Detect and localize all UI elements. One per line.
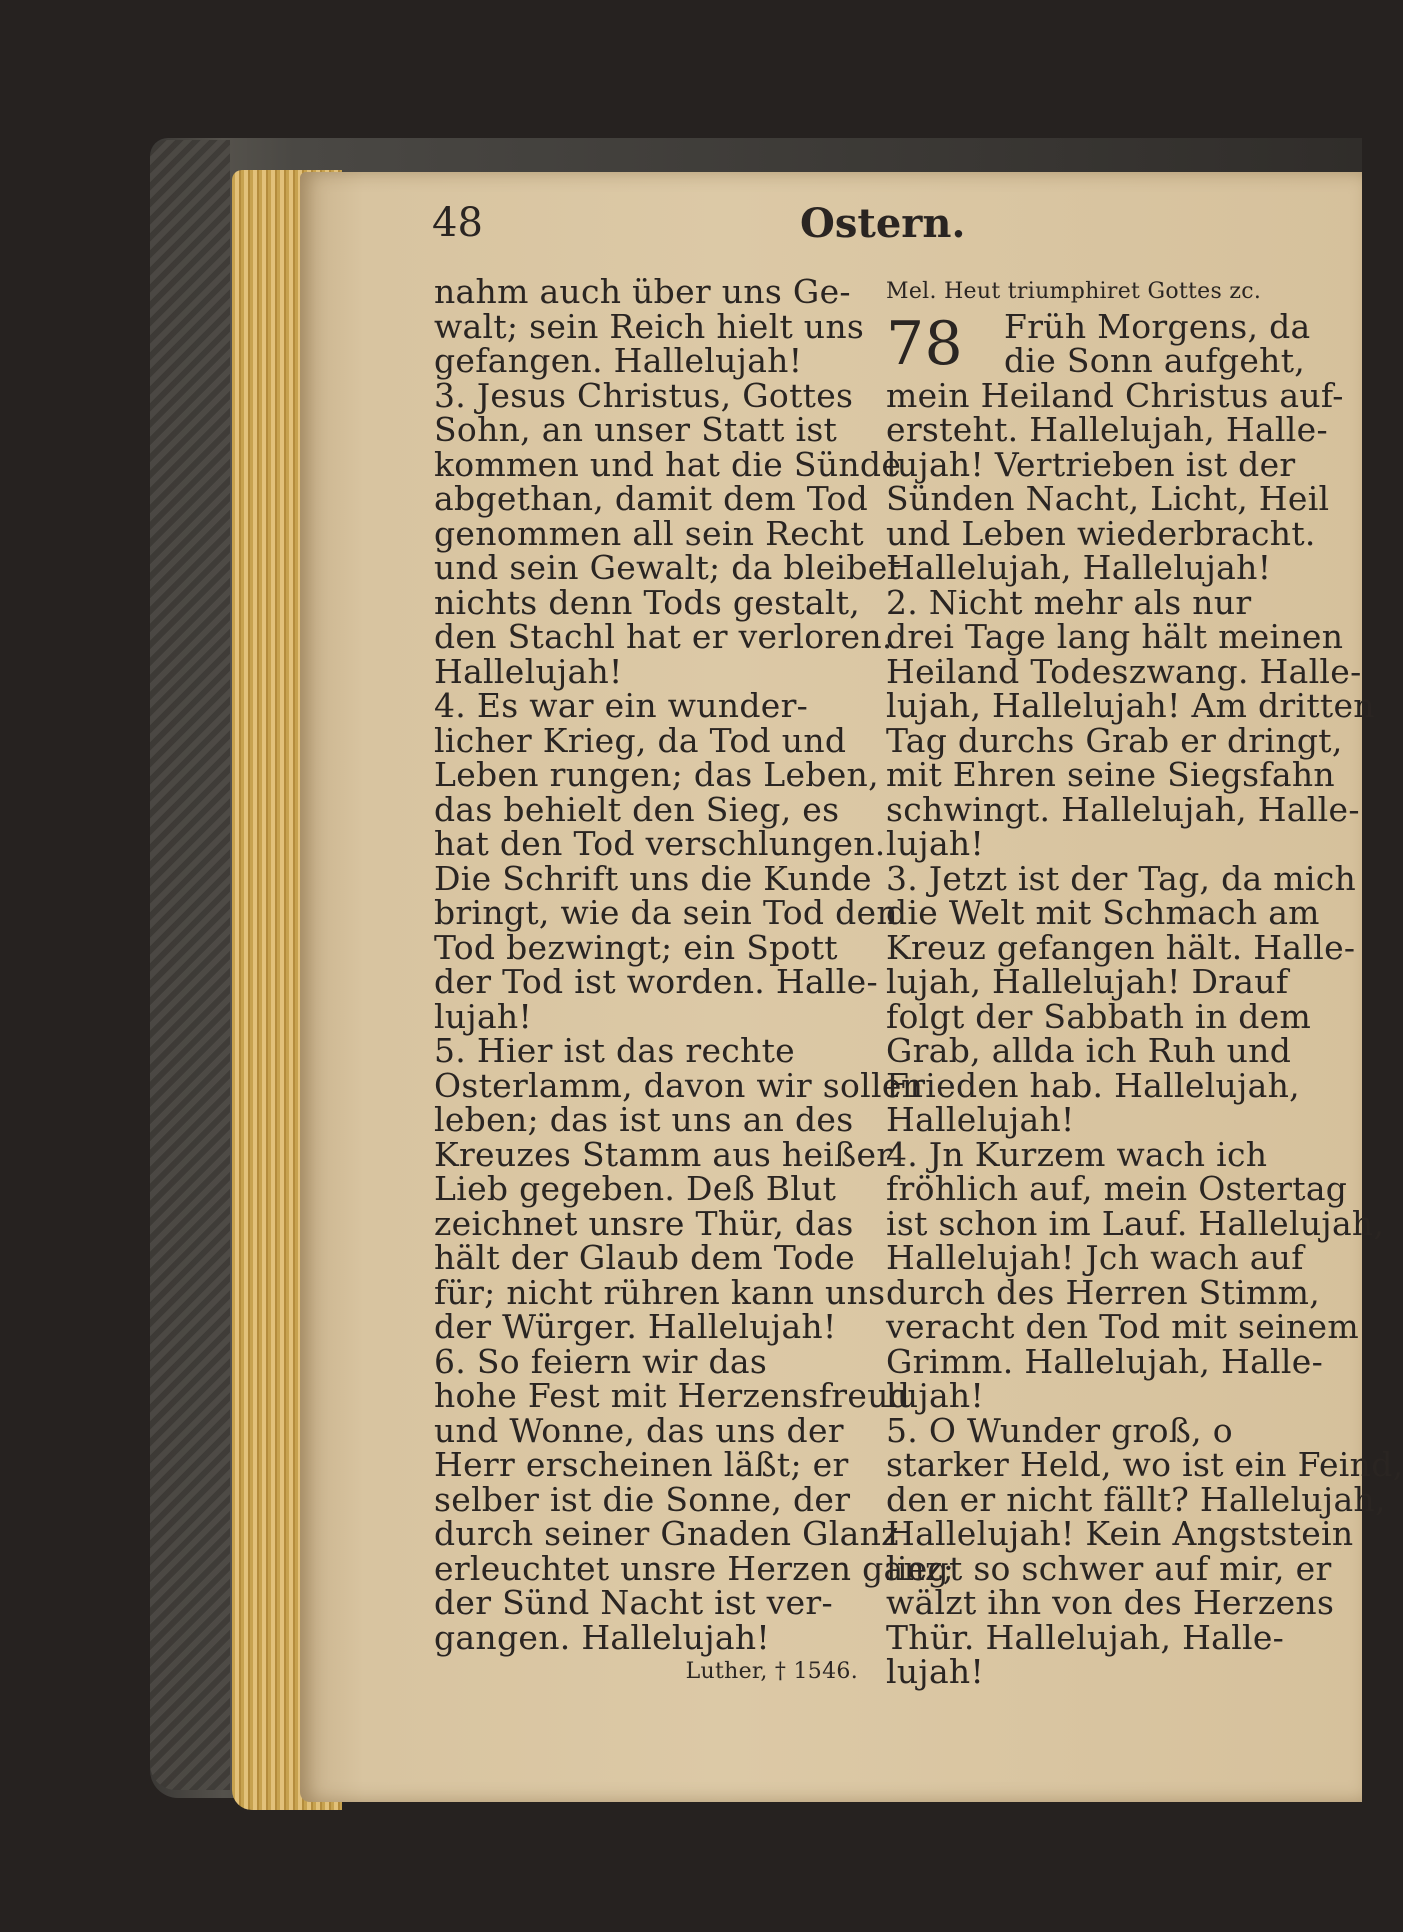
text-line: 6. So feiern wir das <box>434 1341 768 1381</box>
text-line: Sohn, an unser Statt ist <box>434 410 838 449</box>
text-line: Sünden Nacht, Licht, Heil <box>886 479 1330 518</box>
text-line: leben; das ist uns an des <box>434 1100 854 1139</box>
page-number: 48 <box>432 200 483 246</box>
text-line: Tod bezwingt; ein Spott <box>434 927 838 967</box>
text-line: lujah! Vertrieben ist der <box>886 444 1296 484</box>
text-line: für; nicht rühren kann uns <box>434 1272 886 1312</box>
text-line: lujah! <box>886 1652 985 1691</box>
text-line: Hallelujah! Kein Angststein <box>886 1514 1354 1553</box>
text-line: Die Schrift uns die Kunde <box>434 858 872 898</box>
text-line: hält der Glaub dem Tode <box>434 1238 855 1277</box>
text-line: lujah, Hallelujah! Am dritten <box>886 686 1375 725</box>
text-line: Grab, allda ich Ruh und <box>886 1031 1292 1070</box>
text-line: liegt so schwer auf mir, er <box>886 1548 1332 1588</box>
text-line: gefangen. Hallelujah! <box>434 341 803 380</box>
text-line: und sein Gewalt; da bleibet <box>434 548 902 587</box>
text-line: Heiland Todeszwang. Halle- <box>886 651 1362 691</box>
text-line: Hallelujah! <box>886 1100 1075 1139</box>
text-line: lujah! <box>886 1376 985 1415</box>
text-line: wälzt ihn von des Herzens <box>886 1583 1335 1622</box>
text-line: zeichnet unsre Thür, das <box>434 1203 854 1243</box>
text-line: hat den Tod verschlungen. <box>434 824 886 863</box>
text-line: Hallelujah, Hallelujah! <box>886 548 1272 587</box>
text-line: ist schon im Lauf. Hallelujah, <box>886 1203 1385 1243</box>
text-line: Kreuzes Stamm aus heißer <box>434 1134 893 1174</box>
text-line: und Leben wiederbracht. <box>886 513 1316 553</box>
text-line: Kreuz gefangen hält. Halle- <box>886 927 1356 967</box>
text-line: lujah, Hallelujah! Drauf <box>886 962 1289 1001</box>
text-line: gangen. Hallelujah! <box>434 1617 770 1657</box>
text-line: durch seiner Gnaden Glanz <box>434 1514 899 1553</box>
text-line: nichts denn Tods gestalt, <box>434 582 861 622</box>
text-line: der Tod ist worden. Halle- <box>434 962 878 1001</box>
text-line: der Würger. Hallelujah! <box>434 1307 837 1346</box>
text-line: Thür. Hallelujah, Halle- <box>886 1617 1285 1657</box>
text-line: schwingt. Hallelujah, Halle- <box>886 789 1360 829</box>
text-line: 5. Hier ist das rechte <box>434 1031 795 1070</box>
text-line: mit Ehren seine Siegsfahn <box>886 755 1335 794</box>
text-line: ersteht. Hallelujah, Halle- <box>886 410 1328 449</box>
text-line: der Sünd Nacht ist ver- <box>434 1583 833 1622</box>
hymn-opening-lines <box>1004 306 1312 380</box>
text-line: selber ist die Sonne, der <box>434 1479 851 1519</box>
text-line: Früh Morgens, da <box>1004 306 1311 346</box>
text-line: nahm auch über uns Ge- <box>434 272 851 311</box>
text-line: abgethan, damit dem Tod <box>434 479 869 518</box>
text-line: hohe Fest mit Herzensfreud <box>434 1376 911 1415</box>
text-line: kommen und hat die Sünde <box>434 444 902 484</box>
text-line: veracht den Tod mit seinem <box>886 1307 1359 1346</box>
text-line: bringt, wie da sein Tod den <box>434 893 898 932</box>
text-line: den Stachl hat er verloren. <box>434 617 893 656</box>
page-title: Ostern. <box>800 200 966 247</box>
hymn-start <box>886 306 1312 380</box>
text-line: den er nicht fällt? Hallelujah, <box>886 1479 1386 1519</box>
text-line: die Sonn aufgeht, <box>1004 341 1306 380</box>
text-line: 2. Nicht mehr als nur <box>886 582 1252 622</box>
text-line: Tag durchs Grab er dringt, <box>886 720 1343 760</box>
text-line: starker Held, wo ist ein Feind, <box>886 1445 1403 1484</box>
text-line: die Welt mit Schmach am <box>886 893 1320 932</box>
text-line: lujah! <box>886 824 985 863</box>
text-line: 4. Jn Kurzem wach ich <box>886 1134 1268 1174</box>
text-line: und Wonne, das uns der <box>434 1410 844 1450</box>
text-line: walt; sein Reich hielt uns <box>434 306 865 346</box>
text-line: Herr erscheinen läßt; er <box>434 1445 849 1484</box>
right-column <box>886 275 1403 1691</box>
text-line: licher Krieg, da Tod und <box>434 720 847 760</box>
hymn-number: 78 <box>886 308 963 379</box>
text-line: Hallelujah! Jch wach auf <box>886 1238 1304 1277</box>
text-line: genommen all sein Recht <box>434 513 864 553</box>
text-line: das behielt den Sieg, es <box>434 789 840 829</box>
text-line: erleuchtet unsre Herzen ganz; <box>434 1548 955 1588</box>
author-attribution: Luther, † 1546. <box>685 1659 858 1684</box>
text-line: Hallelujah! <box>434 651 623 691</box>
text-line: lujah! <box>434 996 533 1036</box>
text-line: folgt der Sabbath in dem <box>886 996 1312 1036</box>
text-line: fröhlich auf, mein Ostertag <box>886 1169 1348 1208</box>
text-line: 5. O Wunder groß, o <box>886 1410 1233 1450</box>
text-line: 3. Jetzt ist der Tag, da mich <box>886 858 1357 898</box>
text-line: Lieb gegeben. Deß Blut <box>434 1169 837 1208</box>
text-line: Leben rungen; das Leben, <box>434 755 879 794</box>
text-line: mein Heiland Christus auf- <box>886 375 1344 415</box>
text-line: 3. Jesus Christus, Gottes <box>434 375 854 415</box>
text-line: Frieden hab. Hallelujah, <box>886 1065 1300 1105</box>
text-line: drei Tage lang hält meinen <box>886 617 1344 656</box>
text-line: durch des Herren Stimm, <box>886 1272 1320 1312</box>
text-line: 4. Es war ein wunder- <box>434 686 809 725</box>
text-line: Osterlamm, davon wir sollen <box>434 1065 924 1105</box>
book-spine <box>150 140 230 1790</box>
text-line: Grimm. Hallelujah, Halle- <box>886 1341 1324 1381</box>
melody-note: Mel. Heut triumphiret Gottes zc. <box>886 279 1262 304</box>
right-column-lines <box>886 375 1403 1691</box>
